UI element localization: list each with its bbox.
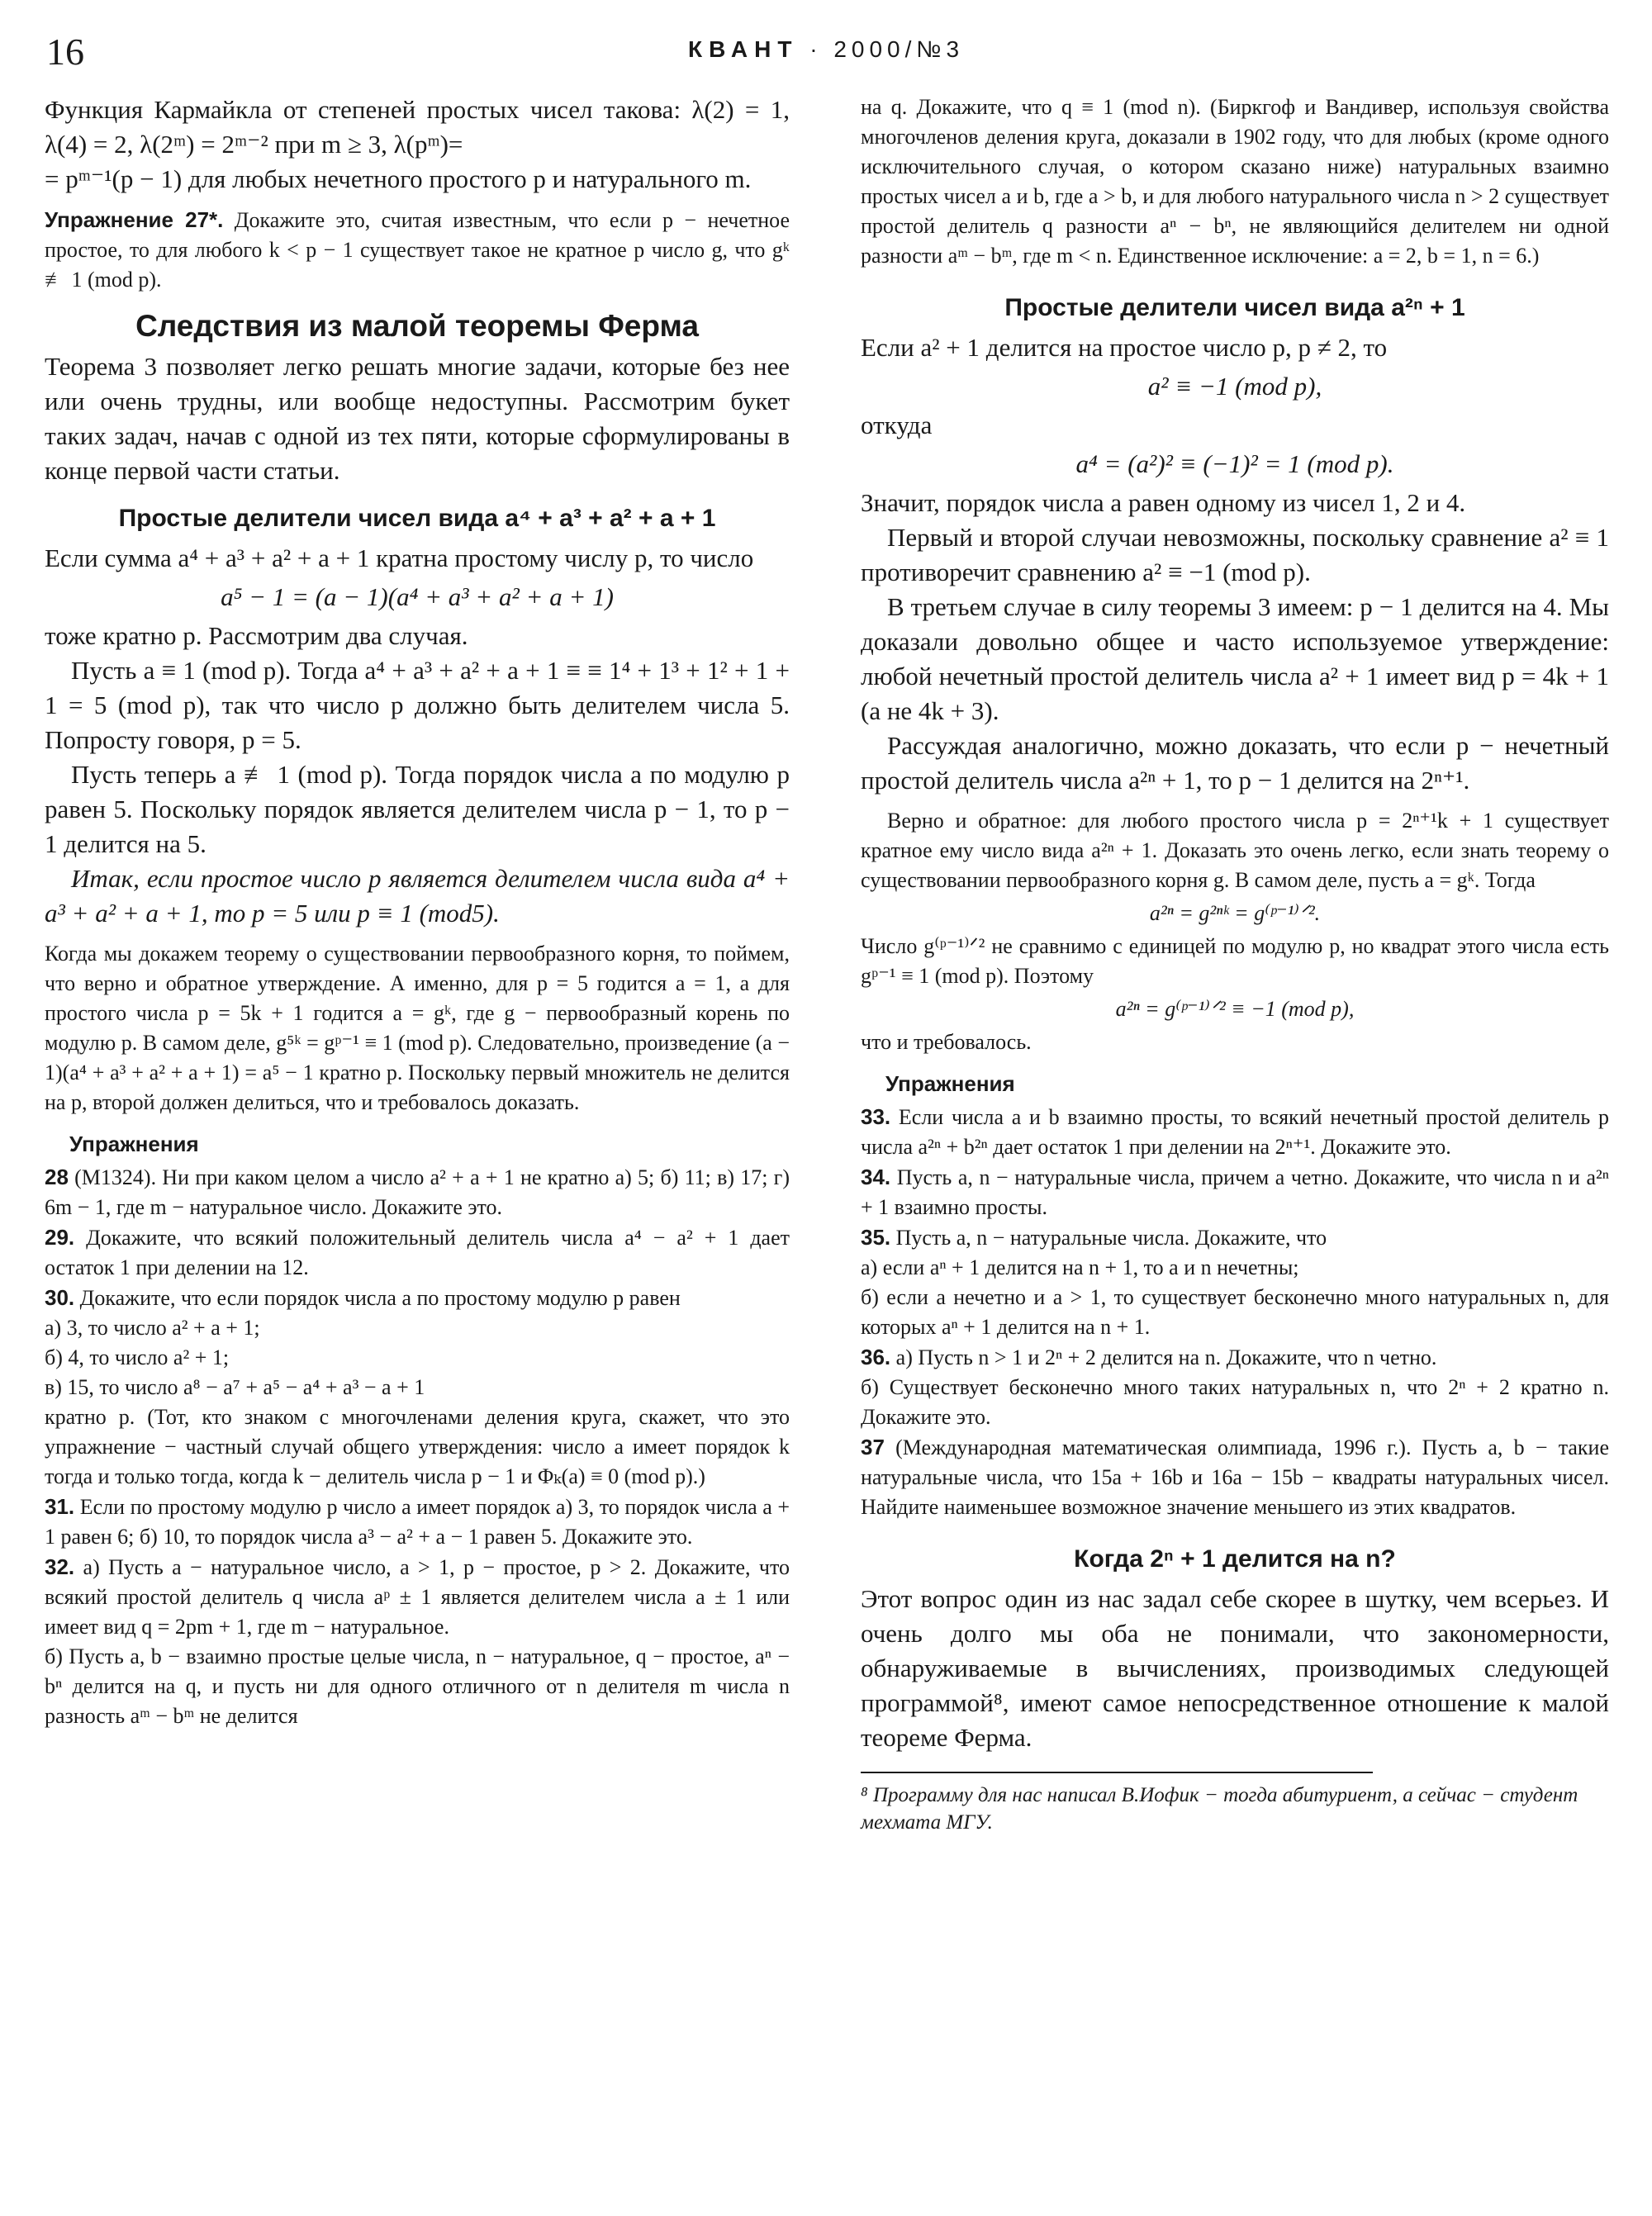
exercise-37-text: (Международная математическая олимпиада, 1996 г.). Пусть a, b − такие натуральные числа, что 15a + 16b и 16a − 15b − квадраты натуральных чисел. Найдите наименьшее возможное значение меньшего из этих квадратов. (861, 1435, 1609, 1519)
journal-name: КВАНТ (687, 36, 799, 62)
exercise-30-text: Докажите, что если порядок числа a по простому модулю p равен (74, 1286, 681, 1310)
exercise-32 (45, 1552, 790, 1642)
exercise-28-label: 28 (45, 1165, 69, 1189)
exercise-31-label: 31. (45, 1494, 75, 1519)
subsection-heading-a4: Простые делители чисел вида a⁴ + a³ + a² + a + 1 (118, 505, 716, 532)
footnote-divider (861, 1772, 1373, 1773)
exercise-29 (45, 1222, 790, 1283)
paragraph-analogously: Рассуждая аналогично, можно доказать, что если p − нечетный простой делитель числа a²ⁿ + 1, то p − 1 делится на 2ⁿ⁺¹. (861, 731, 1609, 795)
formula-a5: a⁵ − 1 = (a − 1)(a⁴ + a³ + a² + a + 1) (221, 582, 614, 611)
paragraph-third-case: В третьем случае в силу теоремы 3 имеем: p − 1 делится на 4. Мы доказали довольно общее и часто используемое утверждение: любой нечетный простой делитель числа a² + 1 имеет вид p = 4k + 1 (а не 4k + 3). (861, 592, 1609, 725)
exercise-30-label: 30. (45, 1285, 75, 1310)
section-heading-corollaries: Следствия из малой теоремы Ферма (135, 309, 699, 343)
exercises-heading-left: Упражнения (69, 1132, 199, 1156)
exercise-32-label: 32. (45, 1554, 75, 1579)
exercise-36-b: б) Существует бесконечно много таких натуральных n, что 2ⁿ + 2 кратно n. Докажите это. (861, 1375, 1609, 1429)
exercise-35-text: Пусть a, n − натуральные числа. Докажите, что (890, 1226, 1327, 1250)
exercise-28-text: (М1324). Ни при каком целом a число a² + a + 1 не кратно а) 5; б) 11; в) 17; г) 6m − 1, где m − натуральное число. Докажите это. (45, 1165, 790, 1219)
exercise-35-b: б) если a нечетно и a > 1, то существует бесконечно много натуральных n, для которых aⁿ + 1 делится на n + 1. (861, 1285, 1609, 1339)
paragraph-case-1: Пусть a ≡ 1 (mod p). Тогда a⁴ + a³ + a² + a + 1 ≡ ≡ 1⁴ + 1³ + 1² + 1 + 1 = 5 (mod p), так что число p должно быть делителем числа 5. Попросту говоря, p = 5. (45, 656, 790, 754)
exercise-35 (861, 1222, 1609, 1253)
left-column (45, 93, 790, 1731)
exercise-30 (45, 1283, 790, 1313)
exercise-32-text: а) Пусть a − натуральное число, a > 1, p − простое, p > 2. Докажите, что всякий простой делитель q числа aᵖ ± 1 является делителем числа a ± 1 или имеет вид q = 2pm + 1, где m − натуральное. (45, 1555, 790, 1639)
exercise-30-b: б) 4, то число a² + 1; (45, 1345, 230, 1369)
exercises-heading-right: Упражнения (885, 1071, 1015, 1096)
exercise-27-label: Упражнение 27*. (45, 207, 224, 232)
right-column (861, 93, 1609, 1836)
paragraph-carmichael-2: = pᵐ⁻¹(p − 1) для любых нечетного простого p и натурального m. (45, 164, 752, 193)
exercise-29-label: 29. (45, 1225, 75, 1250)
exercise-32-b: б) Пусть a, b − взаимно простые целые числа, n − натуральное, q − простое, aⁿ − bⁿ делится на q, и пусть ни для одного отличного от n делителя m числа n разность aᵐ − bᵐ не делится (45, 1644, 790, 1728)
paragraph-theorem3: Теорема 3 позволяет легко решать многие задачи, которые без нее или очень трудны, или вообще недоступны. Рассмотрим букет таких задач, начав с одной из тех пяти, которые сформулированы в конце первой части статьи. (45, 352, 790, 485)
paragraph-a2-divisible: Если a² + 1 делится на простое число p, p ≠ 2, то (861, 333, 1388, 362)
paragraph-primitive-root: Когда мы докажем теорему о существовании первообразного корня, то поймем, что верно и обратное утверждение. А именно, для p = 5 годится a = 1, а для простого числа p = 5k + 1 годится a = gᵏ, где g − первообразный корень по модулю p. В самом деле, g⁵ᵏ = gᵖ⁻¹ ≡ 1 (mod p). Следовательно, произведение (a − 1)(a⁴ + a³ + a² + a + 1) = a⁵ − 1 кратно p. Поскольку первый множитель не делится на p, второй должен делиться, что и требовалось доказать. (45, 942, 790, 1114)
exercise-36-text: а) Пусть n > 1 и 2ⁿ + 2 делится на n. Докажите, что n четно. (890, 1345, 1437, 1369)
exercise-31-text: Если по простому модулю p число a имеет порядок а) 3, то порядок числа a + 1 равен 6; б) 10, то порядок числа a³ − a² + a − 1 равен 5. Докажите это. (45, 1495, 790, 1549)
exercise-27-text: Докажите это, считая известным, что если p − нечетное простое, то для любого k < p − 1 существует такое не кратное p число g, что gᵏ ≢ 1 (mod p). (45, 208, 790, 292)
issue-label: · 2000/№3 (809, 36, 965, 62)
exercise-37 (861, 1432, 1609, 1522)
paragraph-qed: что и требовалось. (861, 1030, 1032, 1054)
formula-a4: a⁴ = (a²)² ≡ (−1)² = 1 (mod p). (1075, 449, 1394, 478)
paragraph-order: Значит, порядок числа a равен одному из чисел 1, 2 и 4. (861, 488, 1466, 517)
formula-g1: a²ⁿ = g²ⁿᵏ = g⁽ᵖ⁻¹⁾ᐟ². (1149, 901, 1321, 925)
paragraph-conclusion: Итак, если простое число p является делителем числа вида a⁴ + a³ + a² + a + 1, то p = 5 или p ≡ 1 (mod5). (45, 864, 790, 928)
running-head (46, 36, 1606, 63)
exercise-36-label: 36. (861, 1345, 891, 1369)
exercise-31 (45, 1492, 790, 1552)
exercise-33-label: 33. (861, 1104, 891, 1129)
paragraph-whence: откуда (861, 410, 933, 439)
paragraph-carmichael-1: Функция Кармайкла от степеней простых чисел такова: λ(2) = 1, λ(4) = 2, λ(2ᵐ) = 2ᵐ⁻² при m ≥ 3, λ(pᵐ)= (45, 95, 790, 159)
page-header (46, 30, 1606, 79)
paragraph-first-second: Первый и второй случаи невозможны, поскольку сравнение a² ≡ 1 противоречит сравнению a² ≡ −1 (mod p). (861, 523, 1609, 586)
page-number: 16 (46, 31, 84, 73)
exercise-29-text: Докажите, что всякий положительный делитель числа a⁴ − a² + 1 дает остаток 1 при делении на 12. (45, 1226, 790, 1279)
exercise-36 (861, 1342, 1609, 1373)
paragraph-sum-multiple: Если сумма a⁴ + a³ + a² + a + 1 кратна простому числу p, то число (45, 543, 754, 572)
exercise-35-label: 35. (861, 1225, 891, 1250)
formula-g2: a²ⁿ = g⁽ᵖ⁻¹⁾ᐟ² ≡ −1 (mod p), (1115, 997, 1355, 1021)
exercise-33-text: Если числа a и b взаимно просты, то всякий нечетный простой делитель p числа a²ⁿ + b²ⁿ дает остаток 1 при делении на 2ⁿ⁺¹. Докажите это. (861, 1105, 1609, 1159)
paragraph-also-multiple: тоже кратно p. Рассмотрим два случая. (45, 621, 468, 650)
exercise-35-a: а) если aⁿ + 1 делится на n + 1, то a и n нечетны; (861, 1255, 1299, 1279)
exercise-34 (861, 1162, 1609, 1222)
paragraph-this-question: Этот вопрос один из нас задал себе скорее в шутку, чем всерьез. И очень долго мы оба не понимали, что закономерности, обнаруживаемые в вычислениях, производимых следующей программой⁸, имеют самое непосредственное отношение к малой теореме Ферма. (861, 1584, 1609, 1752)
exercise-27 (45, 205, 790, 295)
paragraph-number-g: Число g⁽ᵖ⁻¹⁾ᐟ² не сравнимо с единицей по модулю p, но квадрат этого числа есть gᵖ⁻¹ ≡ 1 (mod p). Поэтому (861, 934, 1609, 988)
exercise-30-c: в) 15, то число a⁸ − a⁷ + a⁵ − a⁴ + a³ − a + 1 (45, 1375, 425, 1399)
exercise-37-label: 37 (861, 1435, 885, 1459)
exercise-34-label: 34. (861, 1165, 891, 1189)
section-heading-when: Когда 2ⁿ + 1 делится на n? (1074, 1545, 1396, 1573)
exercise-34-text: Пусть a, n − натуральные числа, причем a четно. Докажите, что числа n и a²ⁿ + 1 взаимно просты. (861, 1165, 1609, 1219)
exercise-28 (45, 1162, 790, 1222)
footnote-8: ⁸ Программу для нас написал В.Иофик − тогда абитуриент, а сейчас − студент мехмата МГУ. (861, 1784, 1578, 1834)
paragraph-birkhoff: на q. Докажите, что q ≡ 1 (mod n). (Биркгоф и Вандивер, используя свойства многочленов деления круга, доказали в 1902 году, что для любых (кроме одного исключительного случая, о котором сказано ниже) натуральных взаимно простых чисел a и b, где a > b, и для любого натурального числа n > 2 существует простой делитель q разности aⁿ − bⁿ, не являющийся делителем ни одной разности aᵐ − bᵐ, где m < n. Единственное исключение: a = 2, b = 1, n = 6.) (861, 95, 1609, 268)
formula-a2: a² ≡ −1 (mod p), (1147, 372, 1322, 401)
subsection-heading-a2n: Простые делители чисел вида a²ⁿ + 1 (1004, 294, 1465, 321)
exercise-30-a: а) 3, то число a² + a + 1; (45, 1316, 260, 1340)
exercise-30-tail: кратно p. (Тот, кто знаком с многочленами деления круга, скажет, что это упражнение − частный случай общего утверждения: число a имеет порядок k тогда и только тогда, когда k − делитель числа p − 1 и Φₖ(a) ≡ 0 (mod p).) (45, 1405, 790, 1488)
paragraph-converse: Верно и обратное: для любого простого числа p = 2ⁿ⁺¹k + 1 существует кратное ему число вида a²ⁿ + 1. Доказать это очень легко, если знать теорему о существовании первообразного корня g. В самом деле, пусть a = gᵏ. Тогда (861, 809, 1609, 892)
paragraph-case-2: Пусть теперь a ≢ 1 (mod p). Тогда порядок числа a по модулю p равен 5. Поскольку порядок является делителем числа p − 1, то p − 1 делится на 5. (45, 760, 790, 858)
exercise-33 (861, 1102, 1609, 1162)
